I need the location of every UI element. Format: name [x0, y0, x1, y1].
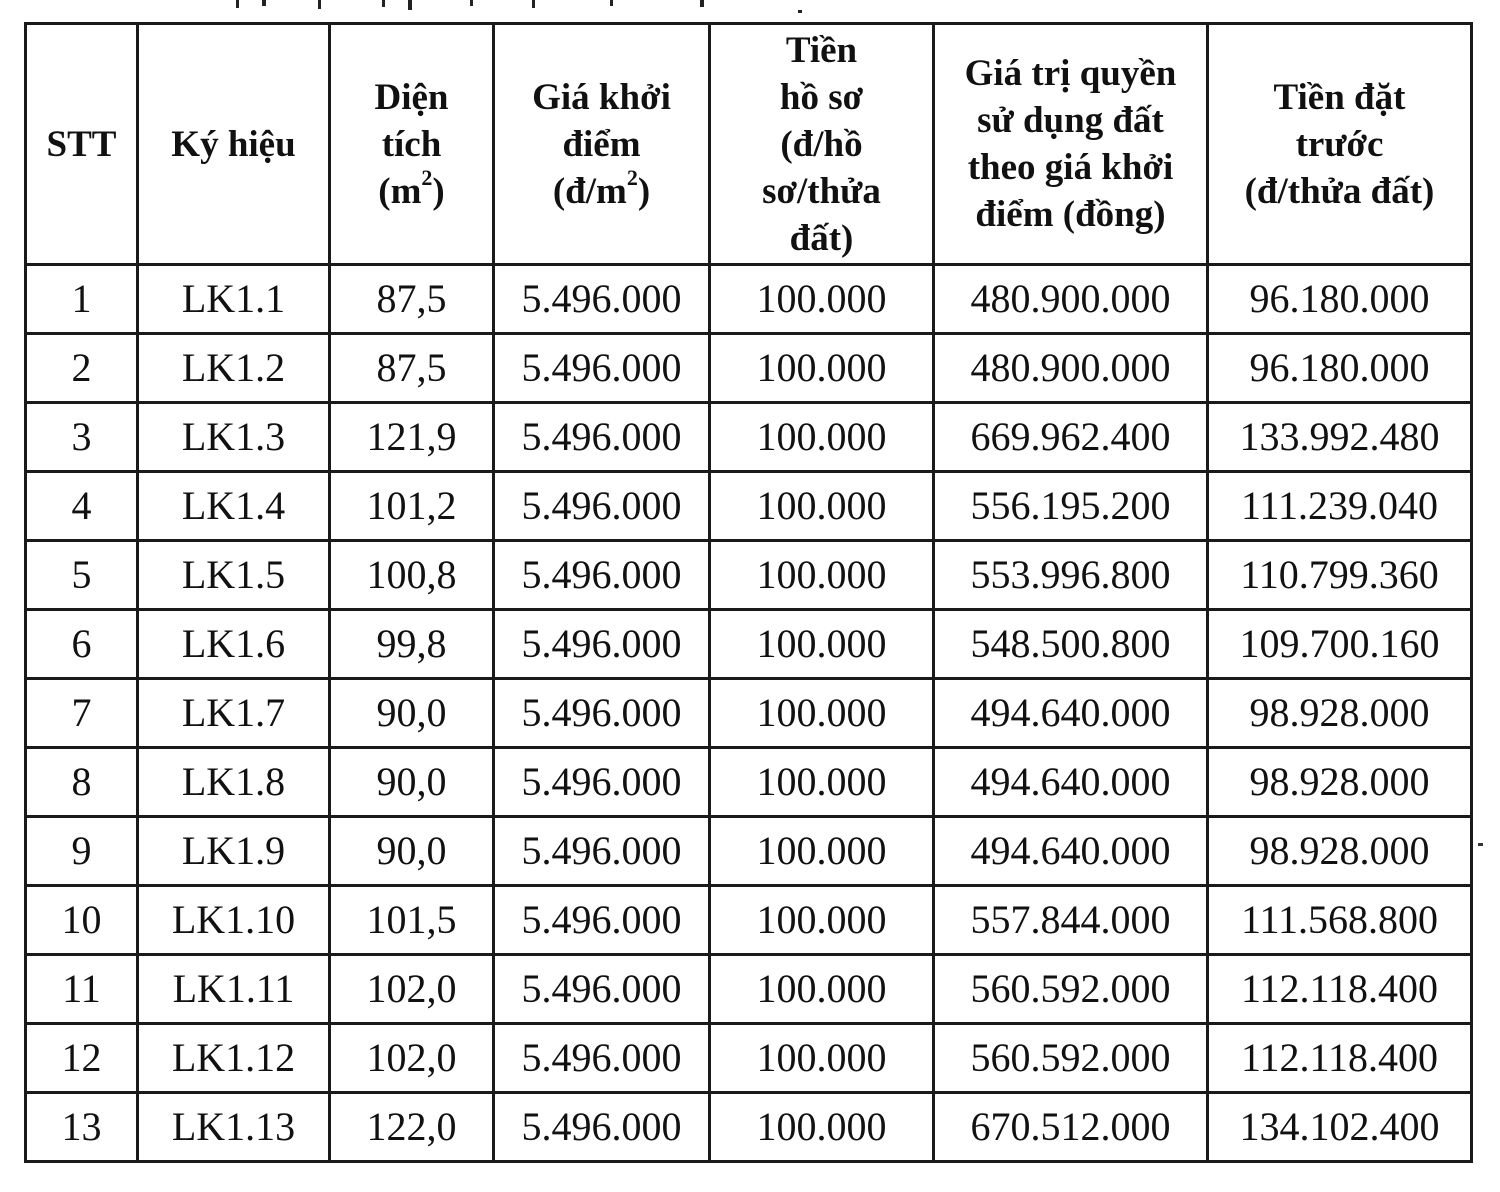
land-auction-table	[24, 22, 1473, 1163]
cell-gia-tri: 670.512.000	[934, 1093, 1208, 1162]
cell-tien-dat-truoc: 98.928.000	[1208, 679, 1472, 748]
cell-stt: 1	[26, 265, 138, 334]
cell-tien-ho-so: 100.000	[710, 403, 934, 472]
cell-stt: 10	[26, 886, 138, 955]
cell-dien-tich: 90,0	[330, 679, 494, 748]
cell-gia-tri: 494.640.000	[934, 748, 1208, 817]
header-gia-tri-quyen-su-dung-dat: Giá trị quyền sử dụng đất theo giá khởi điểm (đồng)	[934, 24, 1208, 265]
cell-ky-hieu: LK1.6	[138, 610, 330, 679]
header-gia-khoi-diem: Giá khởi điểm $(đ/m^2)$	[494, 24, 710, 265]
cell-tien-ho-so: 100.000	[710, 1024, 934, 1093]
cell-dien-tich: 101,2	[330, 472, 494, 541]
cell-tien-dat-truoc: 98.928.000	[1208, 748, 1472, 817]
table-row	[26, 886, 1472, 955]
cell-gia-tri: 560.592.000	[934, 955, 1208, 1024]
cell-dien-tich: 87,5	[330, 265, 494, 334]
cell-tien-ho-so: 100.000	[710, 748, 934, 817]
cell-ky-hieu: LK1.4	[138, 472, 330, 541]
cell-tien-ho-so: 100.000	[710, 679, 934, 748]
cell-gia-khoi-diem: 5.496.000	[494, 610, 710, 679]
cell-gia-khoi-diem: 5.496.000	[494, 541, 710, 610]
cell-tien-dat-truoc: 112.118.400	[1208, 955, 1472, 1024]
cell-tien-ho-so: 100.000	[710, 265, 934, 334]
cell-tien-ho-so: 100.000	[710, 610, 934, 679]
cell-ky-hieu: LK1.11	[138, 955, 330, 1024]
table-row	[26, 748, 1472, 817]
cell-ky-hieu: LK1.12	[138, 1024, 330, 1093]
cell-stt: 5	[26, 541, 138, 610]
cell-dien-tich: 101,5	[330, 886, 494, 955]
cell-gia-khoi-diem: 5.496.000	[494, 472, 710, 541]
cell-gia-tri: 560.592.000	[934, 1024, 1208, 1093]
cell-tien-dat-truoc: 110.799.360	[1208, 541, 1472, 610]
header-dien-tich: Diện tích $(m^2)$	[330, 24, 494, 265]
cell-dien-tich: 100,8	[330, 541, 494, 610]
cell-tien-dat-truoc: 111.239.040	[1208, 472, 1472, 541]
cell-ky-hieu: LK1.1	[138, 265, 330, 334]
table-row	[26, 403, 1472, 472]
cell-tien-dat-truoc: 133.992.480	[1208, 403, 1472, 472]
cell-tien-ho-so: 100.000	[710, 472, 934, 541]
table-row	[26, 1024, 1472, 1093]
land-auction-table-container	[24, 22, 1470, 1163]
table-row	[26, 1093, 1472, 1162]
cell-gia-tri: 480.900.000	[934, 265, 1208, 334]
cell-dien-tich: 102,0	[330, 955, 494, 1024]
header-ky-hieu: Ký hiệu	[138, 24, 330, 265]
cell-dien-tich: 99,8	[330, 610, 494, 679]
cell-dien-tich: 87,5	[330, 334, 494, 403]
cell-stt: 6	[26, 610, 138, 679]
cell-gia-khoi-diem: 5.496.000	[494, 403, 710, 472]
cell-ky-hieu: LK1.9	[138, 817, 330, 886]
cell-tien-dat-truoc: 112.118.400	[1208, 1024, 1472, 1093]
cell-stt: 12	[26, 1024, 138, 1093]
cell-gia-tri: 669.962.400	[934, 403, 1208, 472]
cell-stt: 8	[26, 748, 138, 817]
table-row	[26, 265, 1472, 334]
cell-gia-khoi-diem: 5.496.000	[494, 748, 710, 817]
cell-gia-khoi-diem: 5.496.000	[494, 1024, 710, 1093]
cell-stt: 4	[26, 472, 138, 541]
table-row	[26, 679, 1472, 748]
cell-stt: 9	[26, 817, 138, 886]
cell-tien-dat-truoc: 111.568.800	[1208, 886, 1472, 955]
cell-gia-khoi-diem: 5.496.000	[494, 679, 710, 748]
cell-dien-tich: 90,0	[330, 748, 494, 817]
cell-stt: 11	[26, 955, 138, 1024]
cell-gia-tri: 494.640.000	[934, 679, 1208, 748]
cell-gia-tri: 480.900.000	[934, 334, 1208, 403]
cell-gia-tri: 553.996.800	[934, 541, 1208, 610]
cell-gia-khoi-diem: 5.496.000	[494, 265, 710, 334]
header-tien-dat-truoc: Tiền đặt trước (đ/thửa đất)	[1208, 24, 1472, 265]
cell-ky-hieu: LK1.2	[138, 334, 330, 403]
cell-gia-tri: 494.640.000	[934, 817, 1208, 886]
cell-dien-tich: 90,0	[330, 817, 494, 886]
cell-tien-dat-truoc: 109.700.160	[1208, 610, 1472, 679]
table-row	[26, 817, 1472, 886]
table-row	[26, 541, 1472, 610]
cell-ky-hieu: LK1.10	[138, 886, 330, 955]
cell-tien-dat-truoc: 96.180.000	[1208, 265, 1472, 334]
cell-gia-khoi-diem: 5.496.000	[494, 886, 710, 955]
cell-ky-hieu: LK1.8	[138, 748, 330, 817]
cell-dien-tich: 122,0	[330, 1093, 494, 1162]
cell-tien-ho-so: 100.000	[710, 1093, 934, 1162]
cell-ky-hieu: LK1.5	[138, 541, 330, 610]
cell-gia-tri: 557.844.000	[934, 886, 1208, 955]
scan-speck	[1478, 843, 1483, 846]
cell-stt: 13	[26, 1093, 138, 1162]
cell-gia-khoi-diem: 5.496.000	[494, 817, 710, 886]
table-row	[26, 334, 1472, 403]
cell-stt: 2	[26, 334, 138, 403]
table-row	[26, 610, 1472, 679]
cell-dien-tich: 102,0	[330, 1024, 494, 1093]
cell-dien-tich: 121,9	[330, 403, 494, 472]
header-tien-ho-so: Tiền hồ sơ (đ/hồ sơ/thửa đất)	[710, 24, 934, 265]
cell-gia-tri: 556.195.200	[934, 472, 1208, 541]
table-header-row	[26, 24, 1472, 265]
cropped-text-fragment	[0, 0, 1500, 24]
cell-ky-hieu: LK1.13	[138, 1093, 330, 1162]
cell-ky-hieu: LK1.3	[138, 403, 330, 472]
cell-tien-ho-so: 100.000	[710, 817, 934, 886]
cell-tien-ho-so: 100.000	[710, 334, 934, 403]
cell-gia-khoi-diem: 5.496.000	[494, 334, 710, 403]
cell-ky-hieu: LK1.7	[138, 679, 330, 748]
table-row	[26, 955, 1472, 1024]
table-row	[26, 472, 1472, 541]
cell-tien-dat-truoc: 98.928.000	[1208, 817, 1472, 886]
cell-stt: 3	[26, 403, 138, 472]
header-stt: STT	[26, 24, 138, 265]
cell-tien-dat-truoc: 134.102.400	[1208, 1093, 1472, 1162]
cell-stt: 7	[26, 679, 138, 748]
cell-tien-ho-so: 100.000	[710, 955, 934, 1024]
cell-tien-dat-truoc: 96.180.000	[1208, 334, 1472, 403]
cell-gia-khoi-diem: 5.496.000	[494, 955, 710, 1024]
cell-tien-ho-so: 100.000	[710, 886, 934, 955]
cell-gia-tri: 548.500.800	[934, 610, 1208, 679]
cell-gia-khoi-diem: 5.496.000	[494, 1093, 710, 1162]
cell-tien-ho-so: 100.000	[710, 541, 934, 610]
